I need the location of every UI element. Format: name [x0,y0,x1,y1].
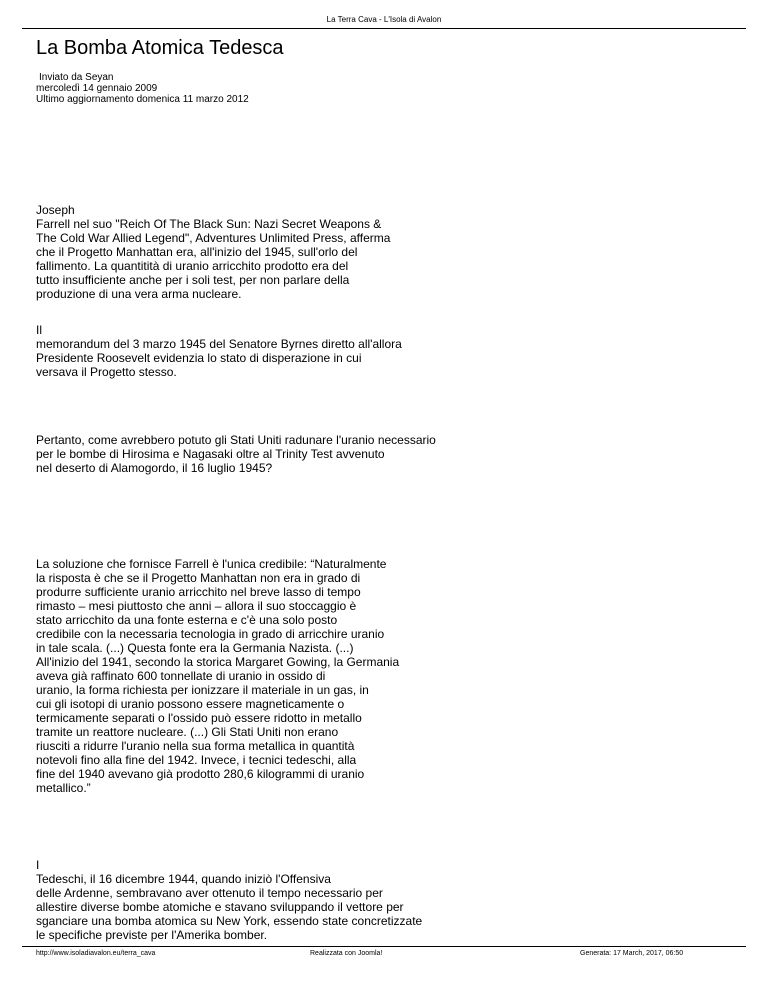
footer-powered-by: Realizzata con Joomla! [310,950,383,957]
article-author: Inviato da Seyan [39,72,114,83]
article-meta [36,72,249,105]
article-paragraph-1: Joseph Farrell nel suo "Reich Of The Black Sun: Nazi Secret Weapons & The Cold War Allied Legend", Adventures Unlimited Press, afferma che il Progetto Manhattan era, all'inizio del 1945, sull'orlo del fallimento. La quantitità di uranio arricchito prodotto era del tutto insufficiente anche per i soli test, per non parlare della produzione di una vera arma nucleare. [36,203,391,301]
article-paragraph-2: Il memorandum del 3 marzo 1945 del Senatore Byrnes diretto all'allora Presidente Roosevelt evidenzia lo stato di disperazione in cui versava il Progetto stesso. [36,323,402,379]
article-date: mercoledì 14 gennaio 2009 [36,83,158,94]
footer-generated-date: Generata: 17 March, 2017, 06:50 [580,950,684,957]
article-paragraph-4: La soluzione che fornisce Farrell è l'unica credibile: “Naturalmente la risposta è che se il Progetto Manhattan non era in grado di produrre sufficiente uranio arricchito nel breve lasso di tempo rimasto – mesi piuttosto che anni – allora il suo stoccaggio è stato arricchito da una fonte esterna e c'è una solo posto credibile con la necessaria tecnologia in grado di arricchire uranio in tale scala. (...) Questa fonte era la Germania Nazista. (...) All'inizio del 1941, secondo la storica Margaret Gowing, la Germania aveva già raffinato 600 tonnellate di uranio in ossido di uranio, la forma richiesta per ionizzare il materiale in un gas, in cui gli isotopi di uranio possono essere magneticamente o termicamente separati o l'ossido può essere ridotto in metallo tramite un reattore nucleare. (...) Gli Stati Uniti non erano riusciti a ridurre l'uranio nella sua forma metallica in quantità notevoli fino alla fine del 1942. Invece, i tecnici tedeschi, alla fine del 1940 avevano già prodotto 280,6 kilogrammi di uranio metallico.” [36,557,400,795]
footer-divider [22,946,746,947]
article-title: La Bomba Atomica Tedesca [36,37,284,59]
article-paragraph-5: I Tedeschi, il 16 dicembre 1944, quando iniziò l'Offensiva delle Ardenne, sembravano aver ottenuto il tempo necessario per allestire diverse bombe atomiche e stavano sviluppando il vettore per sganciare una bomba atomica su New York, essendo state concretizzate le specifiche previste per l'Amerika bomber. [36,858,423,942]
header-divider [22,28,746,29]
article-paragraph-3: Pertanto, come avrebbero potuto gli Stati Uniti radunare l'uranio necessario per le bombe di Hirosima e Nagasaki oltre al Trinity Test avvenuto nel deserto di Alamogordo, il 16 luglio 1945? [36,433,436,475]
article-updated: Ultimo aggiornamento domenica 11 marzo 2012 [36,94,249,105]
footer-url-link[interactable]: http://www.isoladiavalon.eu/terra_cava [36,950,156,957]
site-header-title: La Terra Cava - L'Isola di Avalon [326,15,442,24]
